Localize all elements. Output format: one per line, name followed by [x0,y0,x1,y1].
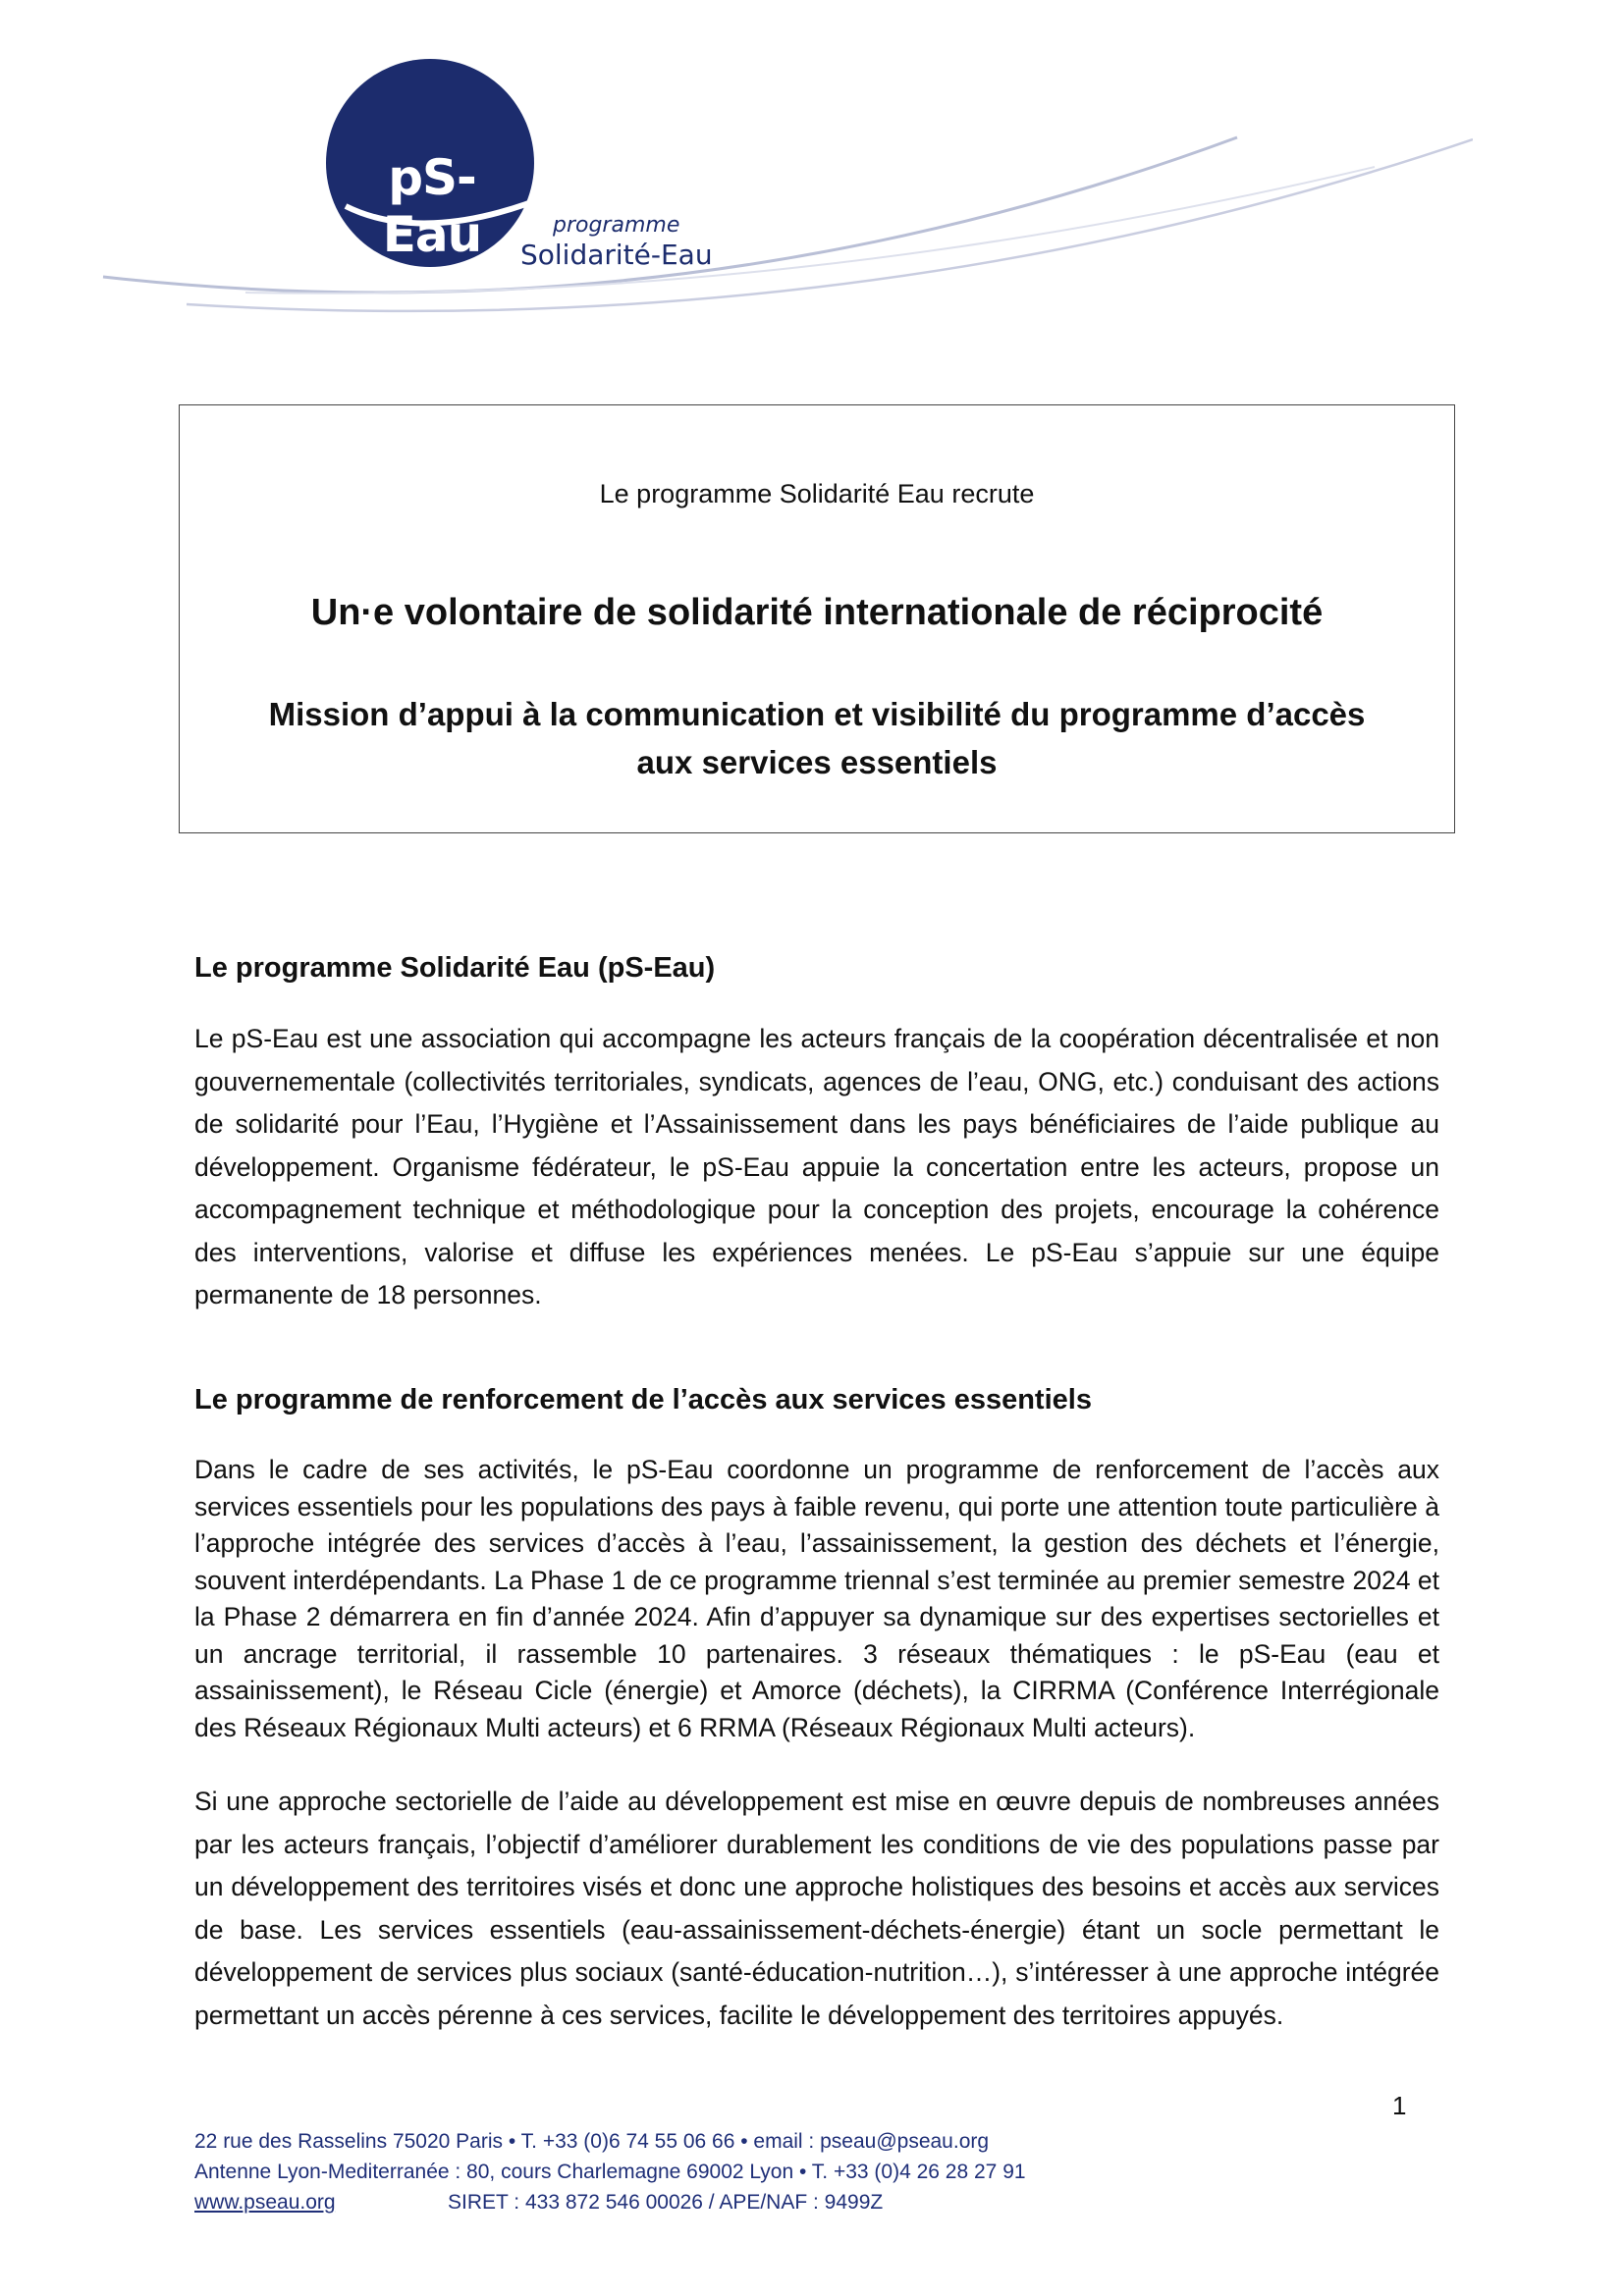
title-box [179,404,1455,833]
logo-subtitle-solidarite: Solidarité-Eau [520,239,713,271]
logo [98,59,1473,334]
footer-address-lyon: Antenne Lyon-Mediterranée : 80, cours Charlemagne 69002 Lyon • T. +33 (0)4 26 28 27 91 [194,2161,1026,2183]
footer [194,2126,1026,2217]
footer-address-paris: 22 rue des Rasselins 75020 Paris • T. +33 (0)6 74 55 06 66 • email : pseau@pseau.org [194,2130,990,2153]
paragraph-programme-1: Dans le cadre de ses activités, le pS-Eau coordonne un programme de renforcement de l’accès aux services essentiels pour les populations des pays à faible revenu, qui porte une attention toute particulière à l’approche intégrée des services d’accès à l’eau, l’assainissement, la gestion des déchets et l’énergie, souvent interdépendants. La Phase 1 de ce programme triennal s’est terminée au premier semestre 2024 et la Phase 2 démarrera en fin d’année 2024. Afin d’appuyer sa dynamique sur des expertises sectorielles et un ancrage territorial, il rassemble 10 partenaires. 3 réseaux thématiques : le pS-Eau (eau et assainissement), le Réseau Cicle (énergie) et Amorce (déchets), la CIRRMA (Conférence Interrégionale des Réseaux Régionaux Multi acteurs) et 6 RRMA (Réseaux Régionaux Multi acteurs). [194,1455,1439,1742]
page-number: 1 [1392,2091,1407,2120]
logo-swoosh [98,59,1473,334]
job-title: Un·e volontaire de solidarité internationale de réciprocité [310,592,1324,633]
section-title-pseau: Le programme Solidarité Eau (pS-Eau) [194,952,716,984]
logo-name: pS-Eau [382,149,482,263]
footer-siret: SIRET : 433 872 546 00026 / APE/NAF : 9499Z [448,2191,884,2214]
paragraph-programme-2: Si une approche sectorielle de l’aide au développement est mise en œuvre depuis de nombreuses années par les acteurs français, l’objectif d’améliorer durablement les conditions de vie des populations passe par un développement des territoires visés et donc une approche holistiques des besoins et accès aux services de base. Les services essentiels (eau-assainissement-déchets-énergie) étant un socle permettant le développement de services plus sociaux (santé-éducation-nutrition…), s’intéresser à une approche intégrée permettant un accès pérenne à ces services, facilite le développement des territoires appuyés. [194,1787,1439,2030]
paragraph-pseau: Le pS-Eau est une association qui accompagne les acteurs français de la coopération décentralisée et non gouvernementale (collectivités territoriales, syndicats, agences de l’eau, ONG, etc.) conduisant des actions de solidarité pour l’Eau, l’Hygiène et l’Assainissement dans les pays bénéficiaires de l’aide publique au développement. Organisme fédérateur, le pS-Eau appuie la concertation entre les acteurs, propose un accompagnement technique et méthodologique pour la conception des projets, encourage la cohérence des interventions, valorise et diffuse les expériences menées. Le pS-Eau s’appuie sur une équipe permanente de 18 personnes. [194,1024,1439,1309]
mission-title: Mission d’appui à la communication et visibilité du programme d’accès aux services essentiels [268,696,1366,780]
website-link[interactable]: www.pseau.org [194,2191,336,2214]
logo-subtitle-programme: programme [553,213,680,238]
recruiting-line: Le programme Solidarité Eau recrute [599,479,1035,508]
section-title-programme: Le programme de renforcement de l’accès aux services essentiels [194,1384,1092,1415]
footer-website-row [194,2187,1026,2217]
